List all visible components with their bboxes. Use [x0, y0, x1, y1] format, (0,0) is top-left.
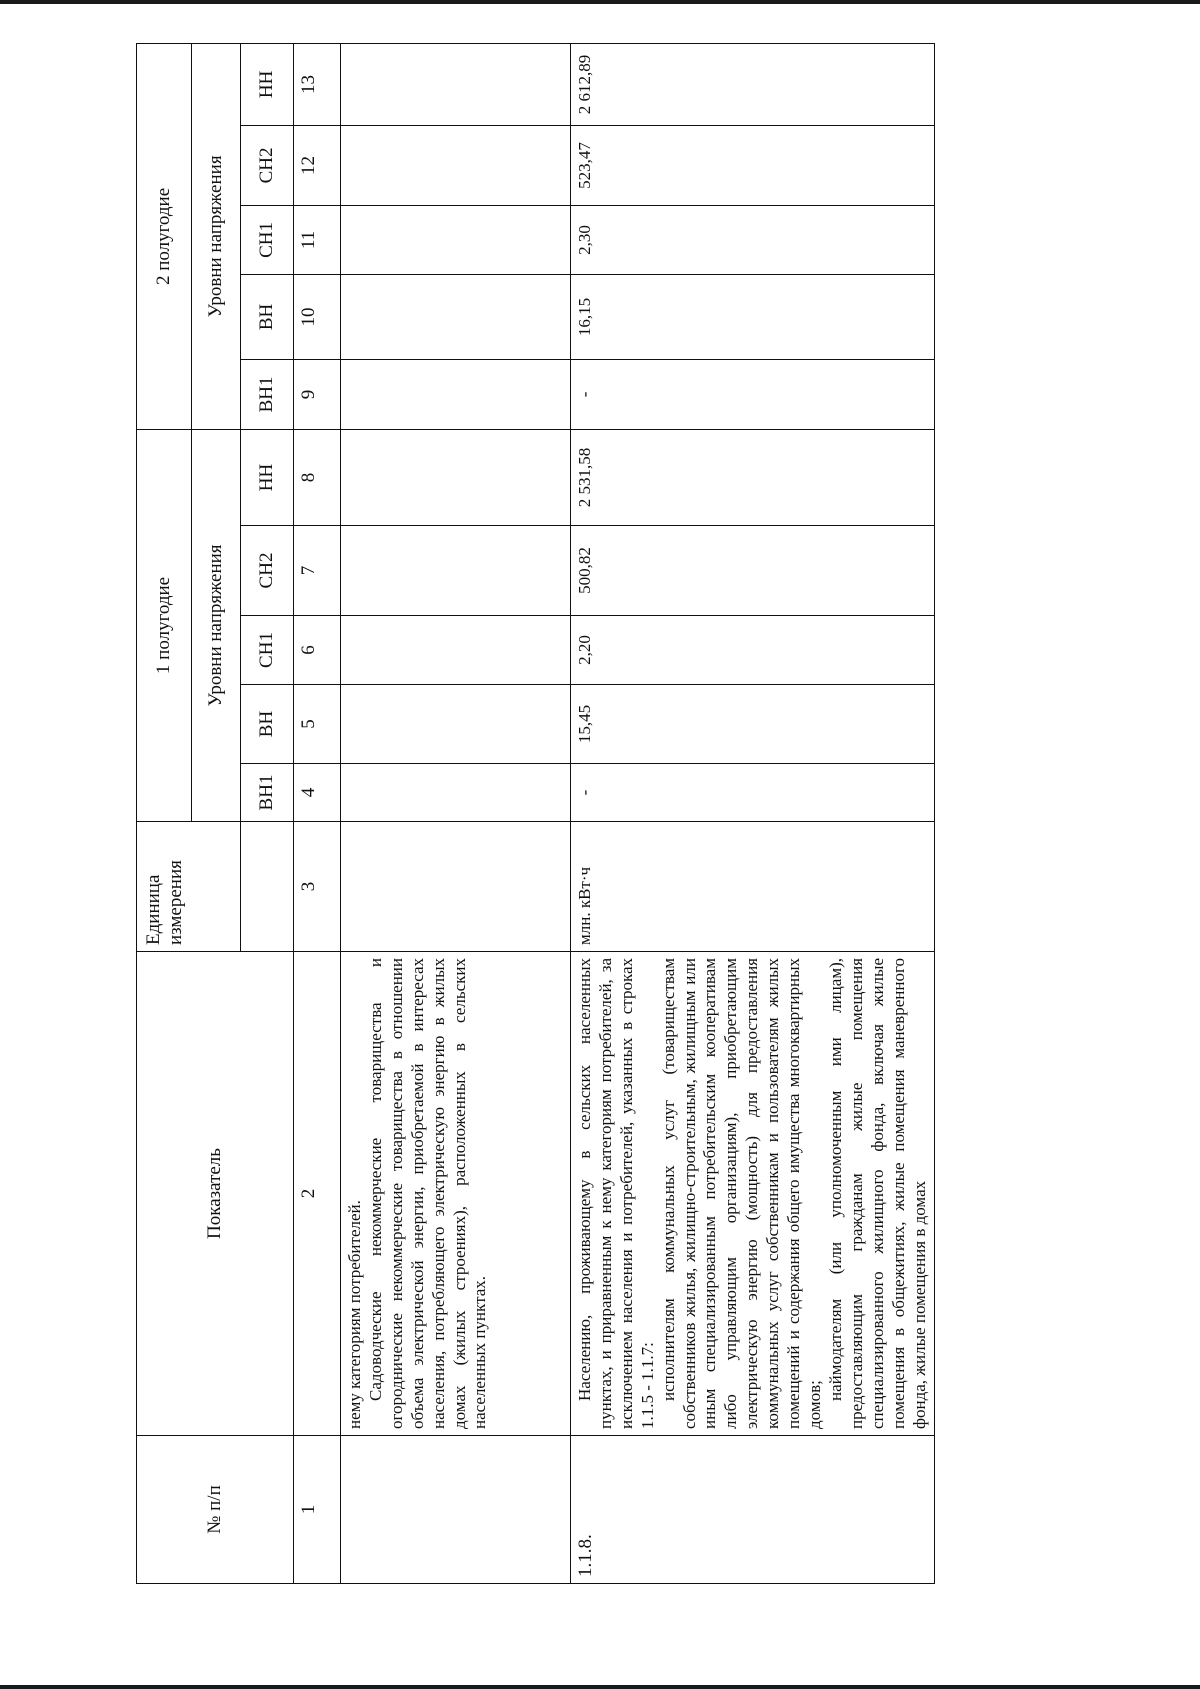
scan-edge-top [0, 0, 1200, 4]
value-cell [341, 125, 571, 205]
value-cell [341, 205, 571, 274]
header-h2-col: ВН [241, 274, 294, 359]
column-number: 5 [294, 685, 341, 764]
row-number: 1.1.8. [571, 1436, 935, 1584]
header-h1-col: ВН1 [241, 764, 294, 822]
indicator-paragraph: исполнителям коммунальных услуг (товариществам собственников жилья, жилищно-строительным, жилищным или иным специализированным потребительским кооперативам либо управляющим организациям), приобретающим электрическую энергию (мощность) для предоставления коммунальных услуг собственникам и пользователям жилых помещений и содержания общего имущества многоквартирных домов; [658, 958, 824, 1429]
header-unit-spacer [241, 822, 294, 952]
value-cell [341, 764, 571, 822]
value-cell: - [571, 764, 935, 822]
column-number: 10 [294, 274, 341, 359]
balance-table [136, 43, 935, 1584]
column-number: 1 [294, 1436, 341, 1584]
header-levels-2: Уровни напряжения [192, 43, 241, 429]
unit-cell [341, 822, 571, 952]
value-cell: 523,47 [571, 125, 935, 205]
indicator-text [571, 952, 935, 1436]
value-cell [341, 43, 571, 125]
column-number: 4 [294, 764, 341, 822]
value-cell [341, 274, 571, 359]
column-number: 9 [294, 359, 341, 429]
header-h1-col: СН2 [241, 526, 294, 616]
value-cell: 15,45 [571, 685, 935, 764]
header-h2-col: НН [241, 43, 294, 125]
column-number: 6 [294, 616, 341, 685]
value-cell: 2,30 [571, 205, 935, 274]
column-number: 2 [294, 952, 341, 1436]
header-unit: Единица измерения [137, 822, 241, 952]
header-h1-col: НН [241, 429, 294, 525]
column-number: 3 [294, 822, 341, 952]
indicator-paragraph: Населению, проживающему в сельских населенных пунктах, и приравненным к нему категориям потребителей, за исключением населения и потребителей, указанных в строках 1.1.5 - 1.1.7: [575, 958, 657, 1429]
column-number: 13 [294, 43, 341, 125]
value-cell [341, 685, 571, 764]
rotated-page [136, 44, 1136, 1584]
value-cell: 2,20 [571, 616, 935, 685]
value-cell: 2 531,58 [571, 429, 935, 525]
scan-edge-bottom [0, 1685, 1200, 1689]
header-h2-col: СН2 [241, 125, 294, 205]
table-row [571, 43, 935, 1583]
indicator-text [341, 952, 571, 1436]
column-number: 7 [294, 526, 341, 616]
header-half-1: 1 полугодие [137, 429, 192, 821]
header-h2-col: ВН1 [241, 359, 294, 429]
indicator-paragraph: нему категориям потребителей. [345, 1200, 364, 1429]
header-half-2: 2 полугодие [137, 43, 192, 429]
row-number [341, 1436, 571, 1584]
header-h1-col: ВН [241, 685, 294, 764]
value-cell: - [571, 359, 935, 429]
column-number-row [294, 43, 341, 1583]
value-cell [341, 616, 571, 685]
header-indicator: Показатель [137, 952, 294, 1436]
header-h1-col: СН1 [241, 616, 294, 685]
value-cell [341, 526, 571, 616]
value-cell: 16,15 [571, 274, 935, 359]
header-levels-1: Уровни напряжения [192, 429, 241, 821]
value-cell: 500,82 [571, 526, 935, 616]
value-cell [341, 359, 571, 429]
unit-cell: млн. кВт·ч [571, 822, 935, 952]
indicator-paragraph: Садоводческие некоммерческие товарищества и огороднические некоммерческие товарищества в отношении объема электрической энергии, приобретаемой в интересах населения, потребляющего электрическую энергию в жилых домах (жилых строениях), расположенных в сельских населенных пунктах. [365, 958, 490, 1429]
column-number: 11 [294, 205, 341, 274]
header-h2-col: СН1 [241, 205, 294, 274]
value-cell: 2 612,89 [571, 43, 935, 125]
indicator-paragraph: наймодателям (или уполномоченным ими лицам), предоставляющим гражданам жилые помещения специализированного жилищного фонда, включая жилые помещения в общежитиях, жилые помещения маневренного фонда, жилые помещения в домах [825, 958, 929, 1429]
column-number: 12 [294, 125, 341, 205]
header-num: № п/п [137, 1436, 294, 1584]
column-number: 8 [294, 429, 341, 525]
table-row [341, 43, 571, 1583]
value-cell [341, 429, 571, 525]
